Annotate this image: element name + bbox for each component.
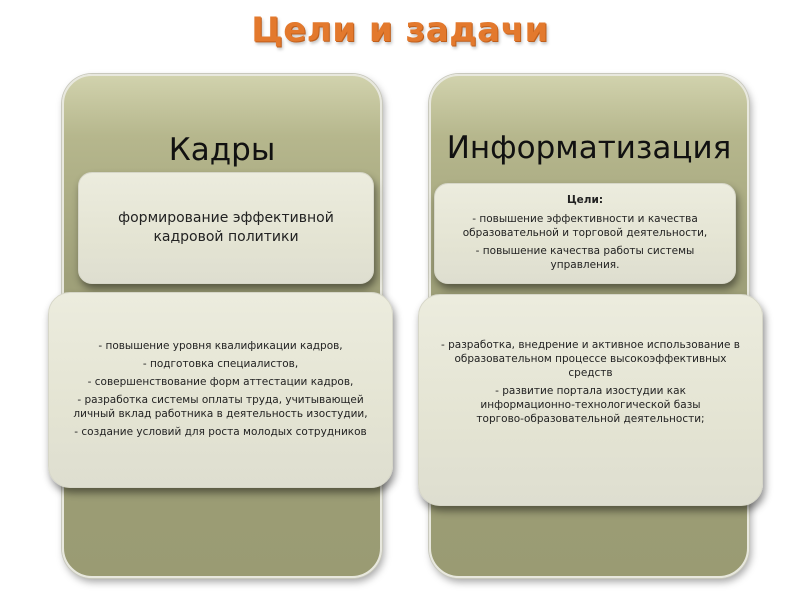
kadry-task-item: - разработка системы оплаты труда, учитывающей личный вклад работника в деятельность изостудии, — [73, 394, 368, 420]
kadry-tasks-box — [48, 292, 393, 488]
slide-title: Цели и задачи — [251, 10, 549, 50]
kadry-task-item: - совершенствование форм аттестации кадров, — [87, 376, 354, 388]
informatizaciya-task-item: - разработка, внедрение и активное использование в образовательном процессе высокоэффективных средств — [440, 339, 740, 379]
informatizaciya-goal-box — [434, 183, 736, 284]
kadry-goal-box — [78, 172, 374, 284]
kadry-task-item: - подготовка специалистов, — [142, 358, 299, 370]
informatizaciya-goal-item: - повышение эффективности и качества образовательной и торговой деятельности, — [462, 212, 708, 239]
informatizaciya-goal-heading: Цели: — [566, 193, 604, 206]
informatizaciya-goal-item: - повышение качества работы системы управления. — [475, 244, 695, 271]
kadry-task-item: - повышение уровня квалификации кадров, — [98, 340, 343, 352]
panel-informatizaciya-title: Информатизация — [446, 130, 732, 166]
informatizaciya-task-item: - развитие портала изостудии как информационно-технологической базы торгово-образовательной деятельности; — [476, 385, 705, 425]
kadry-goal-text: формирование эффективной кадровой политики — [118, 210, 334, 245]
panel-kadry-title: Кадры — [168, 132, 276, 168]
informatizaciya-tasks-box — [418, 294, 763, 506]
kadry-task-item: - создание условий для роста молодых сотрудников — [74, 426, 367, 438]
